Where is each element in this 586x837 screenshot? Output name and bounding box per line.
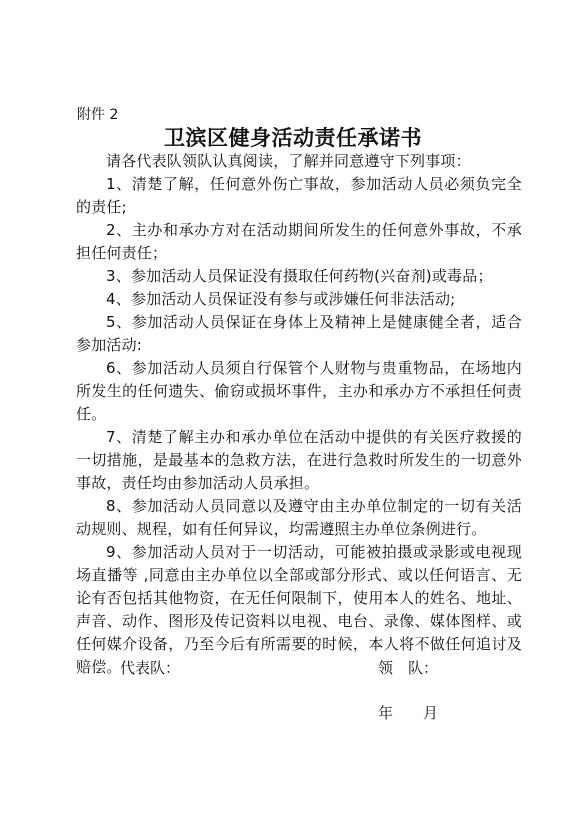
document-body (76, 150, 522, 679)
attachment-label: 附件 2 (77, 107, 119, 123)
clause-2: 2、主办和承办方对在活动期间所发生的任何意外事故，不承担任何责任； (76, 221, 522, 262)
date-label: 年 月 (378, 704, 439, 722)
clause-3: 3、参加活动人员保证没有摄取任何药物(兴奋剂)或毒品； (106, 267, 493, 285)
clause-8: 8、参加活动人员同意以及遵守由主办单位制定的一切有关活动规则、规程，如有任何异议，均需遵照主办单位条例进行。 (76, 497, 522, 538)
leader-signature-label: 领 队： (378, 659, 439, 677)
clause-6: 6、参加活动人员须自行保管个人财物与贵重物品，在场地内所发生的任何遗失、偷窃或损坏事件，主办和承办方不承担任何责任。 (76, 359, 522, 423)
clause-4: 4、参加活动人员保证没有参与或涉嫌任何非法活动; (106, 290, 456, 308)
representative-signature-label: 代表队： (120, 659, 181, 677)
intro-paragraph: 请各代表队领队认真阅读，了解并同意遵守下列事项： (106, 152, 471, 170)
clause-9: 9、参加活动人员对于一切活动，可能被拍摄或录影或电视现场直播等 ,同意由主办单位以全部或部分形式、或以任何语言、无论有否包括其他物资，在无任何限制下，使用本人的姓名、地址、声音、动作、图形及传记资料以电视、电台、录像、媒体图样、或任何媒介设备，乃至今后有所需要的时候，本人将不做任何追讨及赔偿。 (76, 543, 522, 676)
document-title: 卫滨区健身活动责任承诺书 (164, 126, 422, 150)
clause-1: 1、清楚了解，任何意外伤亡事故，参加活动人员必须负完全的责任; (76, 175, 522, 216)
clause-7: 7、清楚了解主办和承办单位在活动中提供的有关医疗救援的一切措施，是最基本的急救方法，在进行急救时所发生的一切意外事故，责任均由参加活动人员承担。 (76, 428, 522, 492)
clause-5: 5、参加活动人员保证在身体上及精神上是健康健全者，适合参加活动: (76, 313, 522, 354)
